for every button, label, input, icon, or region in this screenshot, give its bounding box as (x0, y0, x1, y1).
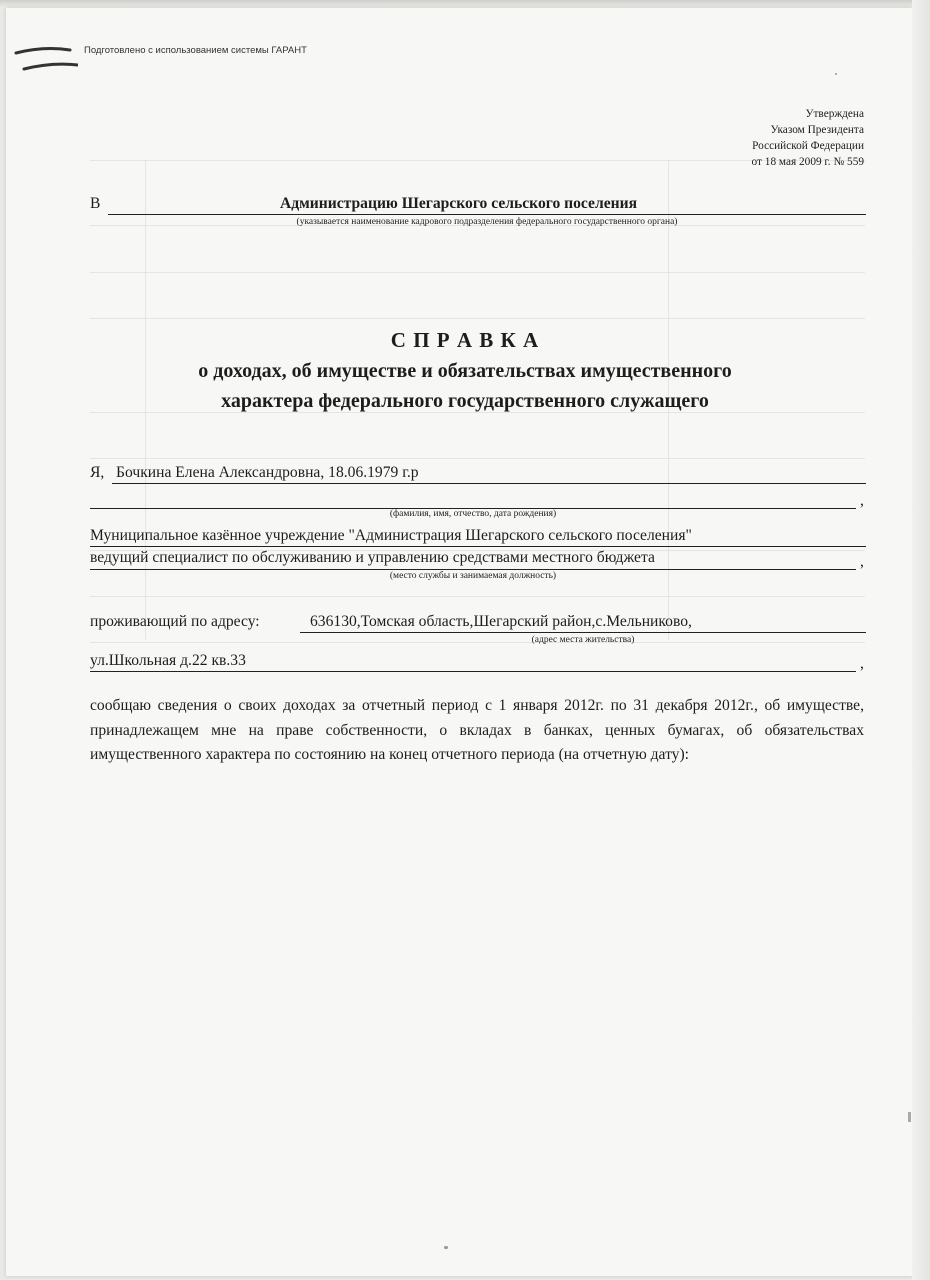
garant-note: Подготовлено с использованием системы ГАРАНТ (84, 45, 307, 56)
declarant-underline (112, 483, 866, 484)
scan-right-edge (912, 0, 930, 1280)
approval-block (604, 106, 864, 170)
addressee-value: Администрацию Шегарского сельского поселения (280, 195, 638, 212)
approval-line: Утверждена (805, 108, 864, 120)
workplace-line-1: Муниципальное казённое учреждение "Администрация Шегарского сельского поселения" (90, 527, 692, 544)
approval-line: Указом Президента (770, 124, 864, 136)
residence-caption: (адрес места жительства) (531, 635, 635, 645)
declarant-comma: , (860, 492, 864, 509)
residence-line-2: ул.Школьная д.22 кв.33 (90, 652, 246, 669)
residence-underline-2 (90, 671, 856, 672)
declarant-value: Бочкина Елена Александровна, 18.06.1979 г.р (116, 464, 419, 481)
workplace-comma: , (860, 553, 864, 570)
residence-underline-1 (300, 632, 866, 633)
garant-logo-icon (14, 44, 78, 74)
workplace-caption: (место службы и занимаемая должность) (389, 571, 557, 581)
addressee-prefix: В (90, 195, 101, 212)
declarant-prefix: Я, (90, 464, 105, 481)
document-subtitle-1: о доходах, об имуществе и обязательствах имущественного (198, 360, 732, 382)
declarant-caption: (фамилия, имя, отчество, дата рождения) (389, 509, 557, 519)
document-title: С П Р А В К А (390, 328, 540, 352)
residence-label: проживающий по адресу: (90, 613, 260, 630)
approval-line: от 18 мая 2009 г. № 559 (751, 156, 864, 168)
statement-paragraph: сообщаю сведения о своих доходах за отчетный период с 1 января 2012г. по 31 декабря 2012г., об имуществе, принадлежащем мне на праве собственности, о вкладах в банках, ценных бумагах, об обязательствах имущественного характера по состоянию на конец отчетного периода (на отчетную дату): (90, 697, 864, 763)
addressee-caption: (указывается наименование кадрового подразделения федерального государственного органа) (296, 217, 678, 227)
workplace-underline-1 (90, 546, 866, 547)
scan-speck (444, 1246, 448, 1249)
workplace-line-2: ведущий специалист по обслуживанию и управлению средствами местного бюджета (90, 549, 655, 566)
residence-line-1: 636130,Томская область,Шегарский район,с.Мельниково, (310, 613, 692, 630)
scan-speck (835, 73, 837, 75)
workplace-underline-2 (90, 569, 856, 570)
residence-comma: , (860, 655, 864, 672)
document-subtitle-2: характера федерального государственного служащего (221, 390, 709, 412)
scan-speck (908, 1112, 911, 1122)
approval-line: Российской Федерации (752, 140, 864, 152)
scan-top-strip (0, 0, 930, 8)
addressee-underline (108, 214, 866, 215)
